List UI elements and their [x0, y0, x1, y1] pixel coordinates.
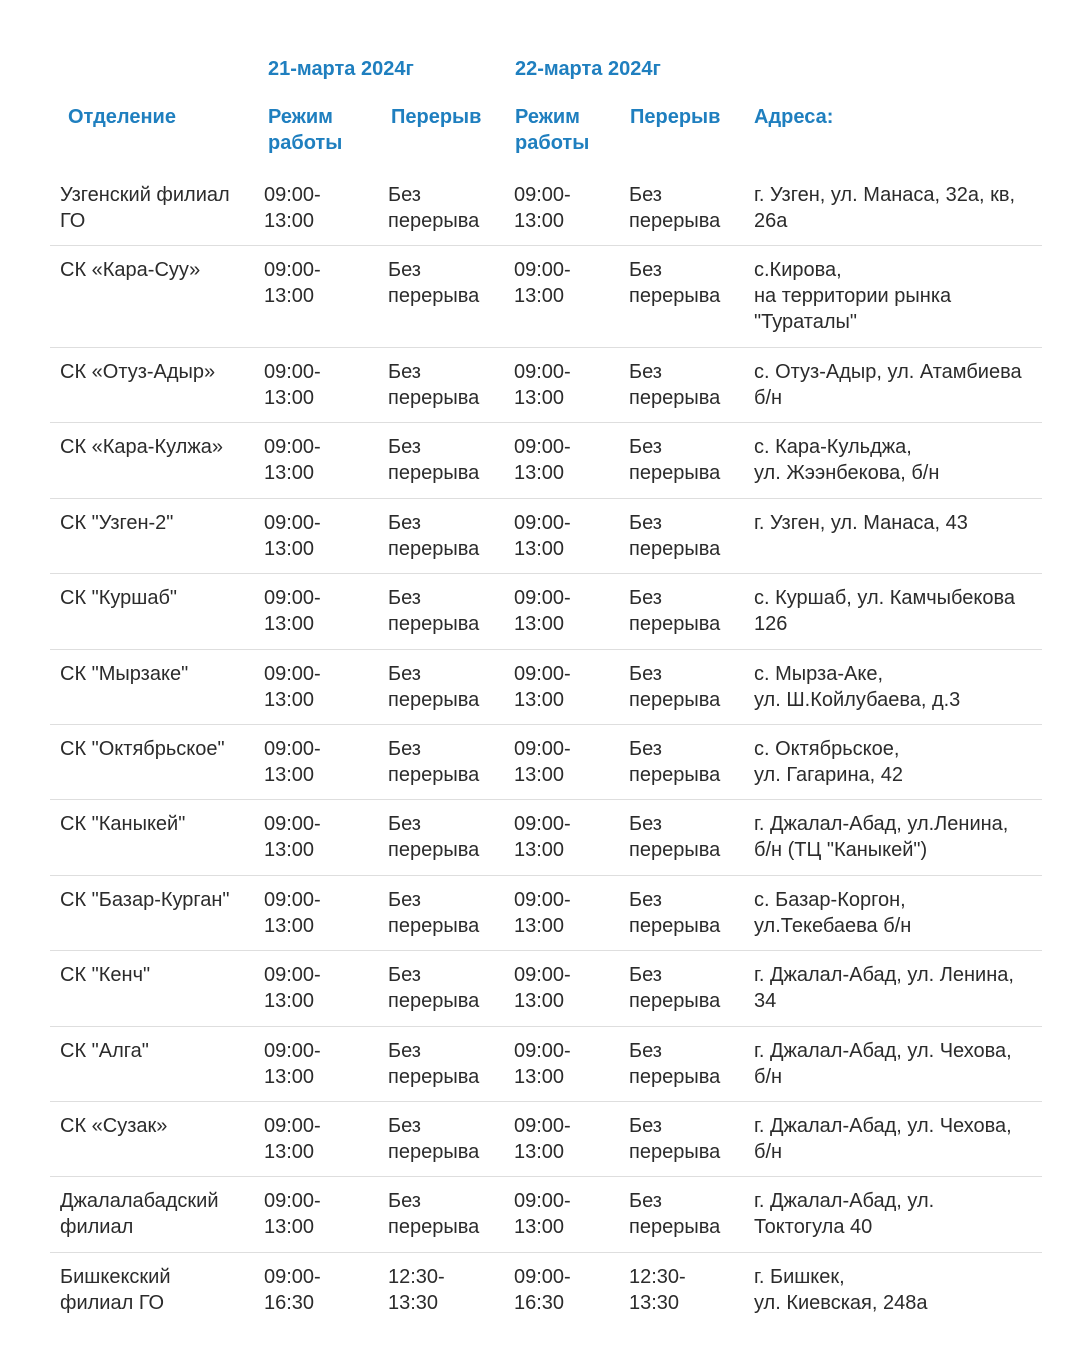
work-hours-cell-day1: 09:00- 13:00 — [264, 813, 321, 861]
address-cell: с. Кара-Кульджа, ул. Жээнбекова, б/н — [754, 436, 940, 484]
address-cell: с. Куршаб, ул. Камчыбекова 126 — [754, 587, 1016, 635]
column-header-address: Адреса: — [754, 106, 834, 128]
department-cell: СК "Узген-2" — [60, 512, 174, 534]
address-cell: г. Джалал-Абад, ул. Чехова, б/н — [754, 1040, 1012, 1088]
work-hours-cell-day2: 09:00- 13:00 — [514, 436, 571, 484]
work-hours-cell-day1: 09:00- 13:00 — [264, 964, 321, 1012]
work-hours-cell-day2: 09:00- 13:00 — [514, 512, 571, 560]
break-cell-day1: Без перерыва — [388, 184, 480, 232]
work-hours-cell-day1: 09:00- 13:00 — [264, 512, 321, 560]
break-cell-day2: Без перерыва — [629, 1190, 721, 1238]
address-cell: г. Джалал-Абад, ул. Чехова, б/н — [754, 1115, 1012, 1163]
address-cell: г. Джалал-Абад, ул. Токтогула 40 — [754, 1190, 935, 1238]
break-cell-day2: Без перерыва — [629, 738, 721, 786]
table-row — [50, 1252, 1042, 1342]
address-cell: г. Джалал-Абад, ул.Ленина, б/н (ТЦ "Каныкей") — [754, 813, 1009, 861]
work-hours-cell-day1: 09:00- 13:00 — [264, 436, 321, 484]
table-row — [50, 347, 1042, 423]
table-row — [50, 950, 1042, 1027]
address-cell: с. Октябрьское, ул. Гагарина, 42 — [754, 738, 903, 786]
work-hours-cell-day1: 09:00- 13:00 — [264, 587, 321, 635]
date-header-1: 21-марта 2024г — [268, 58, 414, 80]
break-cell-day1: Без перерыва — [388, 964, 480, 1012]
address-cell: г. Узген, ул. Манаса, 32а, кв, 26а — [754, 184, 1016, 232]
department-cell: СК "Кенч" — [60, 964, 151, 986]
table-row — [50, 724, 1042, 800]
break-cell-day2: 12:30- 13:30 — [629, 1266, 686, 1314]
work-hours-cell-day2: 09:00- 13:00 — [514, 587, 571, 635]
break-cell-day2: Без перерыва — [629, 436, 721, 484]
department-cell: СК "Октябрьское" — [60, 738, 225, 760]
table-row — [50, 170, 1042, 246]
work-hours-cell-day1: 09:00- 13:00 — [264, 259, 321, 307]
break-cell-day1: Без перерыва — [388, 738, 480, 786]
work-hours-cell-day2: 09:00- 13:00 — [514, 1115, 571, 1163]
department-cell: СК «Сузак» — [60, 1115, 168, 1137]
table-row — [50, 1026, 1042, 1102]
department-cell: Узгенский филиал ГО — [60, 184, 230, 232]
column-header-break-2: Перерыв — [630, 106, 721, 128]
work-hours-cell-day2: 09:00- 13:00 — [514, 1040, 571, 1088]
department-cell: СК "Куршаб" — [60, 587, 178, 609]
work-hours-cell-day2: 09:00- 13:00 — [514, 663, 571, 711]
column-header-department: Отделение — [68, 106, 176, 128]
work-hours-cell-day2: 09:00- 13:00 — [514, 889, 571, 937]
work-hours-cell-day1: 09:00- 16:30 — [264, 1266, 321, 1314]
date-header-2: 22-марта 2024г — [515, 58, 661, 80]
break-cell-day1: Без перерыва — [388, 259, 480, 307]
work-hours-cell-day1: 09:00- 13:00 — [264, 1040, 321, 1088]
break-cell-day1: Без перерыва — [388, 1040, 480, 1088]
department-cell: СК "Мырзаке" — [60, 663, 189, 685]
work-hours-cell-day1: 09:00- 13:00 — [264, 889, 321, 937]
break-cell-day2: Без перерыва — [629, 512, 721, 560]
column-header-work-hours-1: Режим работы — [268, 106, 343, 154]
break-cell-day1: Без перерыва — [388, 813, 480, 861]
break-cell-day2: Без перерыва — [629, 964, 721, 1012]
break-cell-day2: Без перерыва — [629, 1040, 721, 1088]
break-cell-day1: Без перерыва — [388, 512, 480, 560]
work-hours-cell-day1: 09:00- 13:00 — [264, 1190, 321, 1238]
department-cell: СК «Кара-Кулжа» — [60, 436, 223, 458]
work-hours-cell-day2: 09:00- 13:00 — [514, 738, 571, 786]
break-cell-day1: Без перерыва — [388, 587, 480, 635]
work-hours-cell-day1: 09:00- 13:00 — [264, 361, 321, 409]
break-cell-day1: Без перерыва — [388, 663, 480, 711]
break-cell-day2: Без перерыва — [629, 813, 721, 861]
table-row — [50, 573, 1042, 650]
break-cell-day2: Без перерыва — [629, 889, 721, 937]
work-hours-cell-day1: 09:00- 13:00 — [264, 1115, 321, 1163]
work-hours-cell-day2: 09:00- 13:00 — [514, 813, 571, 861]
work-hours-cell-day2: 09:00- 13:00 — [514, 184, 571, 232]
department-cell: СК «Кара-Суу» — [60, 259, 201, 281]
break-cell-day1: Без перерыва — [388, 436, 480, 484]
break-cell-day2: Без перерыва — [629, 587, 721, 635]
work-hours-cell-day2: 09:00- 13:00 — [514, 964, 571, 1012]
table-row — [50, 245, 1042, 348]
address-cell: с. Базар-Коргон, ул.Текебаева б/н — [754, 889, 912, 937]
table-row — [50, 498, 1042, 574]
break-cell-day1: Без перерыва — [388, 1190, 480, 1238]
table-row — [50, 649, 1042, 725]
department-cell: СК "Базар-Курган" — [60, 889, 230, 911]
department-cell: Джалалабадский филиал — [60, 1190, 219, 1238]
break-cell-day2: Без перерыва — [629, 663, 721, 711]
break-cell-day1: 12:30- 13:30 — [388, 1266, 445, 1314]
table-row — [50, 1101, 1042, 1177]
break-cell-day2: Без перерыва — [629, 259, 721, 307]
column-header-work-hours-2: Режим работы — [515, 106, 590, 154]
address-cell: с. Отуз-Адыр, ул. Атамбиева б/н — [754, 361, 1022, 409]
break-cell-day1: Без перерыва — [388, 889, 480, 937]
break-cell-day2: Без перерыва — [629, 1115, 721, 1163]
address-cell: с.Кирова, на территории рынка "Тураталы" — [754, 259, 952, 333]
break-cell-day1: Без перерыва — [388, 1115, 480, 1163]
work-hours-cell-day2: 09:00- 13:00 — [514, 361, 571, 409]
column-header-break-1: Перерыв — [391, 106, 482, 128]
table-row — [50, 799, 1042, 876]
table-row — [50, 1176, 1042, 1253]
department-cell: СК "Алга" — [60, 1040, 149, 1062]
break-cell-day2: Без перерыва — [629, 361, 721, 409]
address-cell: г. Джалал-Абад, ул. Ленина, 34 — [754, 964, 1014, 1012]
work-hours-cell-day2: 09:00- 13:00 — [514, 259, 571, 307]
table-row — [50, 422, 1042, 499]
work-hours-cell-day1: 09:00- 13:00 — [264, 738, 321, 786]
address-cell: г. Бишкек, ул. Киевская, 248а — [754, 1266, 928, 1314]
address-cell: с. Мырза-Аке, ул. Ш.Койлубаева, д.3 — [754, 663, 961, 711]
break-cell-day1: Без перерыва — [388, 361, 480, 409]
department-cell: СК «Отуз-Адыр» — [60, 361, 216, 383]
work-hours-cell-day1: 09:00- 13:00 — [264, 663, 321, 711]
work-hours-cell-day1: 09:00- 13:00 — [264, 184, 321, 232]
break-cell-day2: Без перерыва — [629, 184, 721, 232]
work-hours-cell-day2: 09:00- 13:00 — [514, 1190, 571, 1238]
address-cell: г. Узген, ул. Манаса, 43 — [754, 512, 968, 534]
work-hours-cell-day2: 09:00- 16:30 — [514, 1266, 571, 1314]
department-cell: СК "Каныкей" — [60, 813, 186, 835]
table-row — [50, 875, 1042, 951]
department-cell: Бишкекский филиал ГО — [60, 1266, 171, 1314]
